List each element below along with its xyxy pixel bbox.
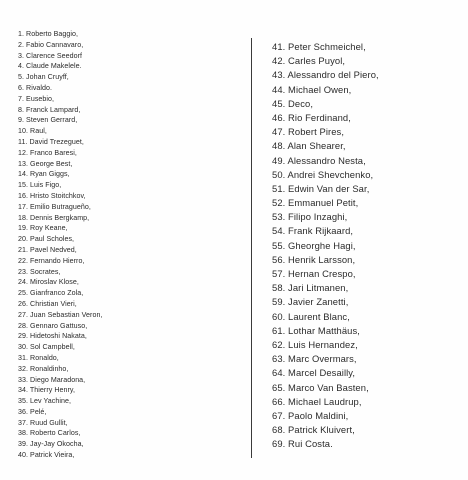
list-item: 14. Ryan Giggs, bbox=[18, 170, 70, 179]
list-item: 3. Clarence Seedorf bbox=[18, 51, 83, 60]
list-item: 55. Gheorghe Hagi, bbox=[272, 239, 356, 251]
list-item: 69. Rui Costa. bbox=[272, 438, 333, 450]
list-item: 35. Lev Yachine, bbox=[18, 397, 71, 406]
list-item: 2. Fabio Cannavaro, bbox=[18, 40, 84, 49]
list-item: 51. Edwin Van der Sar, bbox=[272, 182, 370, 194]
list-item: 30. Sol Campbell, bbox=[18, 343, 75, 352]
list-item: 29. Hidetoshi Nakata, bbox=[18, 332, 87, 341]
list-item: 50. Andrei Shevchenko, bbox=[272, 168, 374, 180]
list-item: 56. Henrik Larsson, bbox=[272, 253, 356, 265]
list-item: 54. Frank Rijkaard, bbox=[272, 225, 354, 237]
list-item: 36. Pelé, bbox=[18, 407, 47, 416]
list-item: 66. Michael Laudrup, bbox=[272, 395, 362, 407]
list-item: 64. Marcel Desailly, bbox=[272, 367, 356, 379]
list-item: 59. Javier Zanetti, bbox=[272, 296, 349, 308]
list-item: 12. Franco Baresi, bbox=[18, 148, 77, 157]
list-item: 32. Ronaldinho, bbox=[18, 364, 69, 373]
list-item: 65. Marco Van Basten, bbox=[272, 381, 369, 393]
list-item: 60. Laurent Blanc, bbox=[272, 310, 350, 322]
list-item: 58. Jari Litmanen, bbox=[272, 282, 349, 294]
list-item: 7. Eusebio, bbox=[18, 94, 55, 103]
list-item: 34. Thierry Henry, bbox=[18, 386, 76, 395]
player-list-right bbox=[272, 40, 462, 451]
list-item: 8. Franck Lampard, bbox=[18, 105, 81, 114]
list-item: 15. Luis Figo, bbox=[18, 181, 62, 190]
list-item: 4. Claude Makelele. bbox=[18, 62, 82, 71]
list-item: 26. Christian Vieri, bbox=[18, 299, 77, 308]
list-item: 41. Peter Schmeichel, bbox=[272, 41, 366, 52]
list-item: 46. Rio Ferdinand, bbox=[272, 111, 351, 123]
list-item: 44. Michael Owen, bbox=[272, 83, 352, 95]
list-item: 23. Socrates, bbox=[18, 267, 61, 276]
list-item: 13. George Best, bbox=[18, 159, 73, 168]
list-item: 1. Roberto Baggio, bbox=[18, 30, 79, 38]
list-item: 48. Alan Shearer, bbox=[272, 140, 346, 152]
list-item: 57. Hernan Crespo, bbox=[272, 268, 356, 279]
list-item: 45. Deco, bbox=[272, 97, 314, 109]
list-item: 17. Emilio Butragueño, bbox=[18, 202, 91, 211]
list-item: 53. Filipo Inzaghi, bbox=[272, 211, 348, 223]
list-item: 62. Luis Hernandez, bbox=[272, 338, 358, 350]
list-item: 68. Patrick Kluivert, bbox=[272, 424, 355, 436]
list-item: 28. Gennaro Gattuso, bbox=[18, 321, 88, 330]
list-item: 27. Juan Sebastian Veron, bbox=[18, 310, 103, 319]
list-item: 25. Gianfranco Zola, bbox=[18, 289, 84, 298]
list-item: 42. Carles Puyol, bbox=[272, 55, 346, 67]
list-item: 37. Ruud Gullit, bbox=[18, 418, 68, 427]
list-item: 38. Roberto Carlos, bbox=[18, 429, 81, 438]
list-item: 24. Miroslav Klose, bbox=[18, 278, 79, 287]
list-item: 5. Johan Cruyff, bbox=[18, 73, 69, 82]
list-item: 16. Hristo Stoitchkov, bbox=[18, 191, 86, 200]
list-item: 67. Paolo Maldini, bbox=[272, 409, 349, 421]
list-item: 33. Diego Maradona, bbox=[18, 375, 86, 384]
list-item: 9. Steven Gerrard, bbox=[18, 116, 78, 125]
list-item: 39. Jay-Jay Okocha, bbox=[18, 440, 84, 449]
list-item: 31. Ronaldo, bbox=[18, 353, 59, 362]
list-item: 49. Alessandro Nesta, bbox=[272, 154, 366, 166]
list-item: 61. Lothar Matthäus, bbox=[272, 324, 360, 336]
list-item: 11. David Trezeguet, bbox=[18, 137, 84, 146]
list-item: 10. Raul, bbox=[18, 127, 47, 136]
list-item: 43. Alessandro del Piero, bbox=[272, 69, 379, 81]
list-item: 20. Paul Scholes, bbox=[18, 235, 75, 244]
list-item: 18. Dennis Bergkamp, bbox=[18, 213, 90, 222]
list-item: 52. Emmanuel Petit, bbox=[272, 197, 359, 209]
list-item: 22. Fernando Hierro, bbox=[18, 256, 85, 265]
player-list-left bbox=[18, 29, 248, 461]
list-item: 47. Robert Pires, bbox=[272, 126, 345, 138]
column-divider bbox=[251, 38, 252, 458]
list-item: 6. Rivaldo. bbox=[18, 83, 53, 92]
list-item: 19. Roy Keane, bbox=[18, 224, 68, 233]
list-item: 63. Marc Overmars, bbox=[272, 353, 357, 365]
list-item: 40. Patrick Vieira, bbox=[18, 451, 75, 460]
list-item: 21. Pavel Nedved, bbox=[18, 245, 77, 254]
